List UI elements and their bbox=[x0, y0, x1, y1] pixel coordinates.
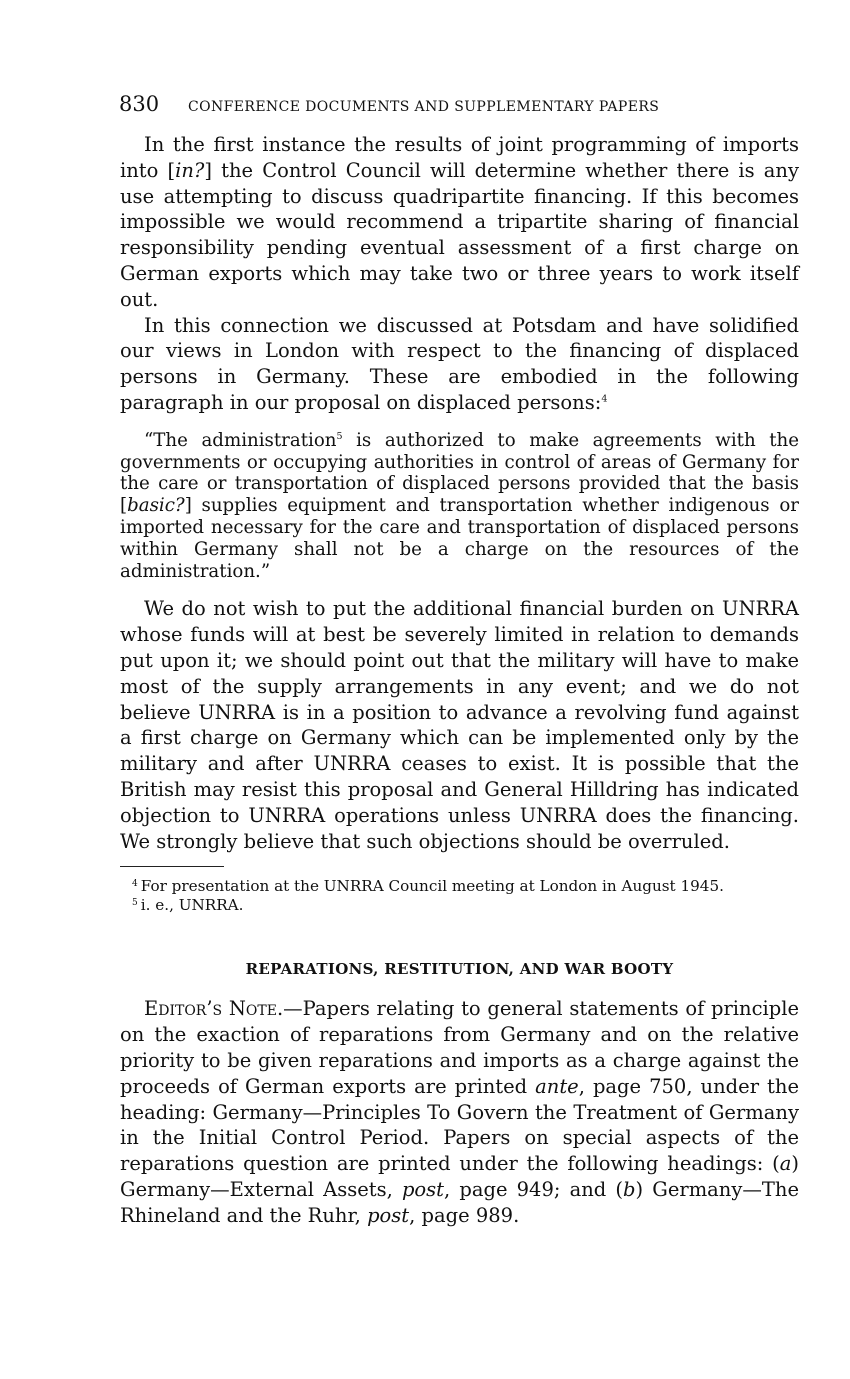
editorial-query-basic: basic? bbox=[127, 495, 185, 517]
editorial-query-inf: in? bbox=[175, 158, 205, 182]
running-title: CONFERENCE DOCUMENTS AND SUPPLEMENTARY PAPERS bbox=[188, 99, 660, 115]
paragraph-2: In this connection we discussed at Potsdam and have solidified our views in London with respect to the financing of displaced persons in Germany. These are embodied in the following paragraph in our proposal on displaced persons:$^4$ bbox=[120, 313, 799, 414]
paragraph-3: We do not wish to put the additional financial burden on UNRRA whose funds will at best be severely limited in relation to demands put upon it; we should point out that the military will have to make most of the supply arrangements in any event; and we do not believe UNRRA is in a position to advance a revolving fund against a first charge on Germany which can be implemented only by the military and after UNRRA ceases to exist. It is possible that the British may resist this proposal and General Hilldring has indicated objection to UNRRA operations unless UNRRA does the financing. We strongly believe that such objections should be overruled. bbox=[120, 597, 799, 853]
page-number: 830 bbox=[119, 92, 160, 116]
running-header bbox=[120, 92, 799, 116]
editors-note: Editor’s Note.—Papers relating to general statements of principle on the exaction of reparations from Germany and on the relative priority to be given reparations and imports as a charge against the proceeds of German exports are printed ante, page 750, under the heading: Germany—Principles To Govern the Treatment of Germany in the Initial Control Period. Papers on special aspects of the reparations question are printed under the following headings: (a) Germany—External Assets, post, page 949; and (b) Germany—The Rhineland and the Ruhr, post, page 989. bbox=[120, 997, 799, 1227]
footnote-ref-4: 4 bbox=[601, 393, 608, 405]
footnote-ref-5: 5 bbox=[336, 430, 343, 442]
footnotes bbox=[120, 876, 799, 914]
footnote-4: $^4$ For presentation at the UNRRA Council meeting at London in August 1945. bbox=[132, 877, 724, 896]
editors-note-label: Editor’s Note bbox=[144, 997, 277, 1021]
section-heading: REPARATIONS, RESTITUTION, AND WAR BOOTY bbox=[245, 960, 674, 979]
block-quote bbox=[120, 430, 799, 583]
quoted-paragraph: “The administration$^5$ is authorized to make agreements with the governments or occupying authorities in control of areas of Germany for the care or transportation of displaced persons provided that the basis [basic?] supplies equipment and transportation whether indigenous or imported necessary for the care and transportation of displaced persons within Germany shall not be a charge on the resources of the administration.” bbox=[120, 429, 799, 582]
footnote-divider bbox=[120, 866, 224, 867]
document-page bbox=[120, 92, 799, 1228]
paragraph-1: In the first instance the results of joint programming of imports into [in?] the Control Council will determine whether there is any use attempting to discuss quadripartite financing. If this becomes impossible we would recommend a tripartite sharing of financial responsibility pending eventual assessment of a first charge on German exports which may take two or three years to work itself out. bbox=[120, 133, 799, 311]
footnote-5: $^5$ i. e., UNRRA. bbox=[132, 896, 244, 915]
